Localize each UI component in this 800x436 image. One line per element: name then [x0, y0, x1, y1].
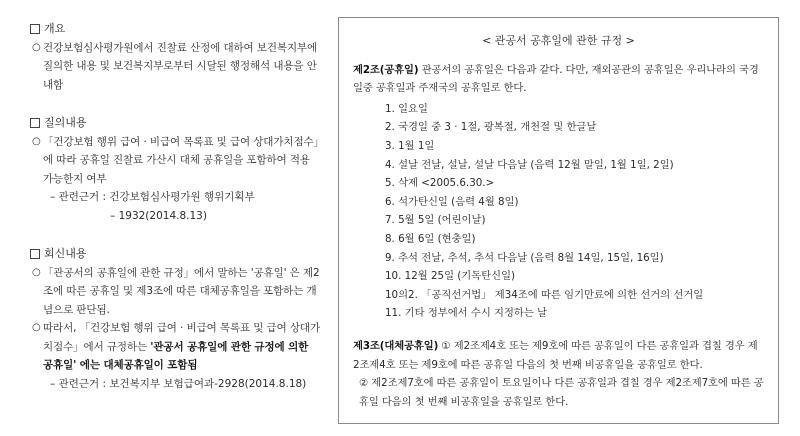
inquiry-heading-text: 질의내용: [44, 116, 87, 129]
circle-bullet-icon: ○: [32, 41, 41, 53]
list-item: 6. 석가탄신일 (음력 4월 8일): [385, 195, 519, 208]
checkbox-icon: [30, 24, 40, 34]
left-column: [30, 20, 320, 393]
overview-paragraph: [32, 39, 320, 95]
circle-bullet-icon: ○: [32, 322, 41, 333]
overview-heading: [30, 20, 320, 39]
regulation-box: [338, 17, 779, 424]
list-item: 4. 설날 전날, 설날, 설날 다음날 (음력 12월 말일, 1월 1일, 2일): [385, 158, 674, 171]
holiday-list: [385, 100, 764, 323]
article-2: [353, 61, 764, 98]
list-item: 1. 일요일: [385, 102, 428, 115]
list-item: 10의2. 「공직선거법」 제34조에 따른 임기만료에 의한 선거의 선거일: [385, 288, 704, 301]
list-item: 3. 1월 1일: [385, 139, 435, 152]
overview-text: 건강보험심사평가원에서 진찰료 산정에 대하여 보건복지부에 질의한 내용 및 보건복지부로부터 시달된 행정해석 내용을 안내함: [43, 41, 318, 91]
list-item: 11. 기타 정부에서 수시 지정하는 날: [385, 307, 548, 320]
circle-bullet-icon: ○: [32, 266, 41, 278]
reply-paragraph-2: [32, 319, 320, 375]
reply-heading-text: 회신내용: [44, 247, 87, 260]
reply-text-2-bold: '관공서 공휴일에 관한 규정에 의한 공휴일' 에는 대체공휴일이 포함됨: [43, 340, 309, 371]
list-item: 8. 6월 6일 (현충일): [385, 232, 476, 245]
reply-text-1: 「관공서의 공휴일에 관한 규정」에서 말하는 '공휴일' 은 제2조에 따른 공휴일 및 제3조에 따른 대체공휴일을 포함하는 개념으로 판단됨.: [43, 266, 320, 316]
overview-heading-text: 개요: [44, 22, 66, 35]
list-item: 10. 12월 25일 (기독탄신일): [385, 270, 516, 283]
article-3-clause-2: ② 제2조제7호에 따른 공휴일이 토요일이나 다른 공휴일과 겹칠 경우 제2조제7호에 따른 공휴일 다음의 첫 번째 비공휴일을 공휴일로 한다.: [359, 377, 764, 408]
article-2-label: 제2조(공휴일): [353, 63, 419, 76]
inquiry-reference-number: – 1932(2014.8.13): [110, 209, 207, 222]
list-item: 9. 추석 전날, 추석, 추석 다음날 (음력 8월 14일, 15일, 16일): [385, 251, 664, 264]
inquiry-heading: [30, 114, 320, 133]
article-2-text: 관공서의 공휴일은 다음과 같다. 다만, 재외공관의 공휴일은 우리나라의 국경일중 공휴일과 주재국의 공휴일로 한다.: [353, 63, 759, 95]
circle-bullet-icon: ○: [32, 135, 41, 147]
list-item: 7. 5월 5일 (어린이날): [385, 214, 486, 227]
inquiry-text: 「건강보험 행위 급여 · 비급여 목록표 및 급여 상대가치점수」에 따라 공휴일 진찰료 가산시 대체 공휴일을 포함하여 적용 가능한지 여부: [43, 135, 319, 185]
article-3-text-1: ① 제2조제4호 또는 제9호에 따른 공휴일이 다른 공휴일과 겹칠 경우 제2조제4호 또는 제9호에 따른 공휴일 다음의 첫 번째 비공휴일을 공휴일로 한다.: [353, 339, 758, 371]
article-3: [353, 337, 764, 374]
checkbox-icon: [30, 118, 40, 128]
reply-heading: [30, 245, 320, 264]
checkbox-icon: [30, 249, 40, 259]
reply-reference: – 관련근거 : 보건복지부 보험급여과-2928(2014.8.18): [50, 377, 307, 390]
list-item: 5. 삭제 <2005.6.30.>: [385, 177, 495, 190]
article-3-label: 제3조(대체공휴일): [353, 339, 439, 352]
regulation-title: < 관공서 공휴일에 관한 규정 >: [482, 34, 635, 47]
reply-text-2: [43, 319, 320, 375]
inquiry-paragraph: [32, 133, 320, 189]
reply-paragraph-1: [32, 264, 320, 320]
list-item: 2. 국경일 중 3 · 1절, 광복절, 개천절 및 한글날: [385, 121, 597, 134]
inquiry-reference: – 관련근거 : 건강보험심사평가원 행위기획부: [50, 191, 255, 203]
reply-text-2-plain: 따라서, 「건강보험 행위 급여 · 비급여 목록표 및 급여 상대가치점수」에서 규정하는: [43, 322, 321, 353]
